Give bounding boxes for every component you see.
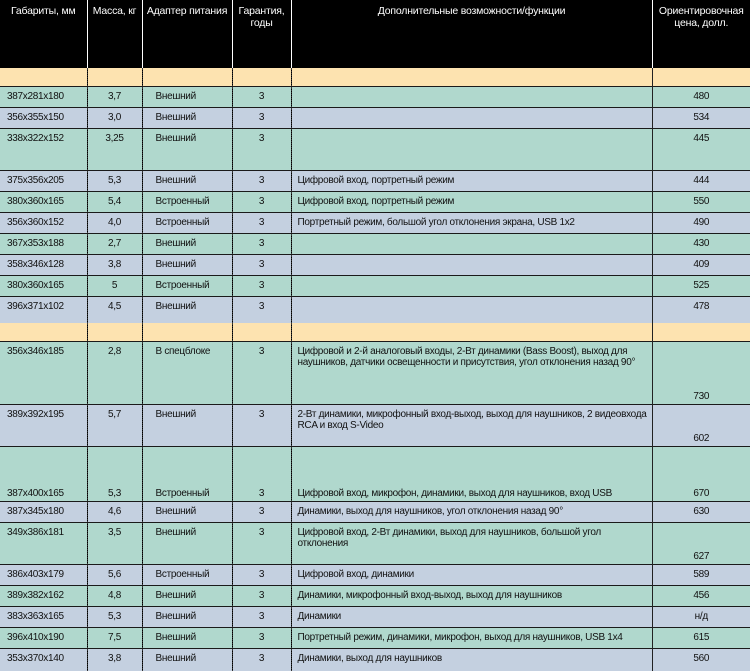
table-row	[0, 648, 750, 671]
table-row	[0, 501, 750, 522]
price-cell: 670	[652, 446, 750, 501]
mass-cell: 5,3	[87, 171, 142, 192]
features-cell: Динамики	[291, 606, 652, 627]
table-row	[0, 213, 750, 234]
table-row	[0, 606, 750, 627]
header-price: Ориентировочная цена, долл.	[652, 0, 750, 68]
size-cell: 380x360x165	[0, 276, 87, 297]
features-cell: Динамики, выход для наушников, угол отклонения назад 90°	[291, 501, 652, 522]
size-cell: 375x356x205	[0, 171, 87, 192]
mass-cell: 4,5	[87, 297, 142, 323]
price-cell: 627	[652, 522, 750, 564]
features-cell	[291, 108, 652, 129]
features-cell: Динамики, выход для наушников	[291, 648, 652, 671]
separator-cell	[291, 323, 652, 342]
mass-cell: 3,7	[87, 87, 142, 108]
warranty-cell: 3	[232, 341, 291, 404]
warranty-cell: 3	[232, 87, 291, 108]
price-cell: 525	[652, 276, 750, 297]
warranty-cell: 3	[232, 255, 291, 276]
header-features: Дополнительные возможности/функции	[291, 0, 652, 68]
mass-cell: 3,25	[87, 129, 142, 171]
price-cell: 602	[652, 404, 750, 446]
mass-cell: 5,4	[87, 192, 142, 213]
table-row	[0, 255, 750, 276]
adapter-cell: Внешний	[142, 171, 232, 192]
price-cell: 730	[652, 341, 750, 404]
warranty-cell: 3	[232, 276, 291, 297]
size-cell: 396x410x190	[0, 627, 87, 648]
size-cell: 338x322x152	[0, 129, 87, 171]
separator-cell	[652, 68, 750, 87]
separator-cell	[0, 323, 87, 342]
size-cell: 386x403x179	[0, 564, 87, 585]
features-cell: Портретный режим, большой угол отклонения экрана, USB 1x2	[291, 213, 652, 234]
adapter-cell: Внешний	[142, 648, 232, 671]
size-cell: 389x392x195	[0, 404, 87, 446]
header-size: Габариты, мм	[0, 0, 87, 68]
separator-cell	[652, 323, 750, 342]
table-row	[0, 564, 750, 585]
adapter-cell: Внешний	[142, 234, 232, 255]
features-cell	[291, 87, 652, 108]
table-row	[0, 585, 750, 606]
header-mass: Масса, кг	[87, 0, 142, 68]
adapter-cell: Встроенный	[142, 192, 232, 213]
features-cell: Цифровой вход, динамики	[291, 564, 652, 585]
separator-cell	[87, 323, 142, 342]
separator-cell	[142, 323, 232, 342]
warranty-cell: 3	[232, 501, 291, 522]
table-body	[0, 68, 750, 671]
table-row	[0, 446, 750, 501]
adapter-cell: Встроенный	[142, 276, 232, 297]
mass-cell: 3,5	[87, 522, 142, 564]
price-cell: 456	[652, 585, 750, 606]
table-row	[0, 627, 750, 648]
features-cell: Портретный режим, динамики, микрофон, выход для наушников, USB 1x4	[291, 627, 652, 648]
features-cell: Цифровой вход, 2-Вт динамики, выход для наушников, большой угол отклонения	[291, 522, 652, 564]
table-row	[0, 276, 750, 297]
size-cell: 383x363x165	[0, 606, 87, 627]
price-cell: 480	[652, 87, 750, 108]
table-row	[0, 404, 750, 446]
size-cell: 387x400x165	[0, 446, 87, 501]
adapter-cell: Внешний	[142, 87, 232, 108]
table-row	[0, 341, 750, 404]
adapter-cell: Внешний	[142, 606, 232, 627]
group-separator-row	[0, 68, 750, 87]
price-cell: 615	[652, 627, 750, 648]
price-cell: 478	[652, 297, 750, 323]
adapter-cell: Внешний	[142, 585, 232, 606]
mass-cell: 3,8	[87, 648, 142, 671]
size-cell: 387x281x180	[0, 87, 87, 108]
adapter-cell: Внешний	[142, 297, 232, 323]
header-adapter: Адаптер питания	[142, 0, 232, 68]
warranty-cell: 3	[232, 213, 291, 234]
adapter-cell: Встроенный	[142, 564, 232, 585]
table-row	[0, 87, 750, 108]
price-cell: 534	[652, 108, 750, 129]
price-cell: 430	[652, 234, 750, 255]
table-row	[0, 297, 750, 323]
table-row	[0, 129, 750, 171]
features-cell: Цифровой вход, портретный режим	[291, 171, 652, 192]
separator-cell	[0, 68, 87, 87]
features-cell: 2-Вт динамики, микрофонный вход-выход, выход для наушников, 2 видеовхода RCA и вход S-Video	[291, 404, 652, 446]
mass-cell: 7,5	[87, 627, 142, 648]
size-cell: 367x353x188	[0, 234, 87, 255]
adapter-cell: Внешний	[142, 404, 232, 446]
features-cell	[291, 255, 652, 276]
warranty-cell: 3	[232, 585, 291, 606]
price-cell: 589	[652, 564, 750, 585]
mass-cell: 5,7	[87, 404, 142, 446]
warranty-cell: 3	[232, 522, 291, 564]
adapter-cell: Внешний	[142, 129, 232, 171]
mass-cell: 4,8	[87, 585, 142, 606]
mass-cell: 3,0	[87, 108, 142, 129]
price-cell: 560	[652, 648, 750, 671]
mass-cell: 3,8	[87, 255, 142, 276]
price-cell: 444	[652, 171, 750, 192]
size-cell: 389x382x162	[0, 585, 87, 606]
warranty-cell: 3	[232, 648, 291, 671]
mass-cell: 4,0	[87, 213, 142, 234]
price-cell: 630	[652, 501, 750, 522]
adapter-cell: Внешний	[142, 108, 232, 129]
warranty-cell: 3	[232, 234, 291, 255]
warranty-cell: 3	[232, 606, 291, 627]
price-cell: 409	[652, 255, 750, 276]
separator-cell	[87, 68, 142, 87]
adapter-cell: Внешний	[142, 627, 232, 648]
adapter-cell: Встроенный	[142, 446, 232, 501]
separator-cell	[232, 323, 291, 342]
warranty-cell: 3	[232, 564, 291, 585]
price-cell: н/д	[652, 606, 750, 627]
features-cell: Цифровой вход, микрофон, динамики, выход для наушников, вход USB	[291, 446, 652, 501]
table-row	[0, 171, 750, 192]
features-cell: Цифровой вход, портретный режим	[291, 192, 652, 213]
size-cell: 353x370x140	[0, 648, 87, 671]
group-separator-row	[0, 323, 750, 342]
size-cell: 356x346x185	[0, 341, 87, 404]
price-cell: 550	[652, 192, 750, 213]
size-cell: 387x345x180	[0, 501, 87, 522]
mass-cell: 5,3	[87, 446, 142, 501]
table-row	[0, 234, 750, 255]
features-cell	[291, 276, 652, 297]
warranty-cell: 3	[232, 171, 291, 192]
size-cell: 356x355x150	[0, 108, 87, 129]
adapter-cell: Внешний	[142, 522, 232, 564]
mass-cell: 5,6	[87, 564, 142, 585]
warranty-cell: 3	[232, 108, 291, 129]
warranty-cell: 3	[232, 129, 291, 171]
size-cell: 358x346x128	[0, 255, 87, 276]
warranty-cell: 3	[232, 404, 291, 446]
adapter-cell: В спецблоке	[142, 341, 232, 404]
warranty-cell: 3	[232, 627, 291, 648]
size-cell: 349x386x181	[0, 522, 87, 564]
adapter-cell: Встроенный	[142, 213, 232, 234]
warranty-cell: 3	[232, 192, 291, 213]
separator-cell	[142, 68, 232, 87]
table-row	[0, 522, 750, 564]
adapter-cell: Внешний	[142, 501, 232, 522]
features-cell	[291, 234, 652, 255]
price-cell: 490	[652, 213, 750, 234]
mass-cell: 2,8	[87, 341, 142, 404]
warranty-cell: 3	[232, 297, 291, 323]
features-cell: Цифровой и 2-й аналоговый входы, 2-Вт динамики (Bass Boost), выход для наушников, датчики освещенности и присутствия, угол отклонения назад 90°	[291, 341, 652, 404]
separator-cell	[291, 68, 652, 87]
features-cell	[291, 129, 652, 171]
features-cell: Динамики, микрофонный вход-выход, выход для наушников	[291, 585, 652, 606]
header-row	[0, 0, 750, 68]
header-warranty: Гарантия, годы	[232, 0, 291, 68]
table-row	[0, 108, 750, 129]
warranty-cell: 3	[232, 446, 291, 501]
mass-cell: 2,7	[87, 234, 142, 255]
separator-cell	[232, 68, 291, 87]
mass-cell: 5	[87, 276, 142, 297]
price-cell: 445	[652, 129, 750, 171]
table-row	[0, 192, 750, 213]
size-cell: 356x360x152	[0, 213, 87, 234]
mass-cell: 4,6	[87, 501, 142, 522]
mass-cell: 5,3	[87, 606, 142, 627]
adapter-cell: Внешний	[142, 255, 232, 276]
size-cell: 380x360x165	[0, 192, 87, 213]
features-cell	[291, 297, 652, 323]
size-cell: 396x371x102	[0, 297, 87, 323]
